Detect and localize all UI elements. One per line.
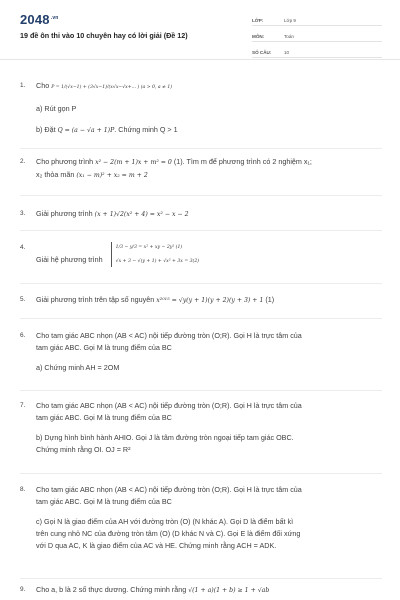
question-text: Giải phương trình trên tập số nguyên	[36, 295, 155, 304]
sub-question-text-after: . Chứng minh Q > 1	[114, 125, 178, 134]
logo-text: 2048	[20, 12, 50, 27]
question-text: Cho a, b là 2 số thực dương. Chứng minh rằng	[36, 585, 187, 594]
sub-question-text: a) Rút gọn P	[36, 104, 77, 113]
question-formula: (x₁ − m)² + x₂ = m + 2	[76, 172, 148, 179]
question-text: Cho	[36, 81, 50, 90]
sub-question	[36, 103, 382, 115]
meta-value: Toán	[284, 34, 294, 39]
question-8	[20, 484, 382, 552]
question-stem	[36, 80, 382, 94]
question-number: 7.	[20, 402, 26, 409]
question-line: Cho tam giác ABC nhọn (AB < AC) nội tiếp đường tròn (O;R). Gọi H là trực tâm của	[36, 401, 302, 410]
document-meta	[252, 14, 382, 62]
meta-row-class	[252, 14, 382, 26]
question-number: 3.	[20, 210, 26, 217]
question-1	[20, 80, 382, 137]
divider	[20, 318, 382, 319]
equation-system	[111, 242, 199, 267]
question-9	[20, 584, 382, 597]
sub-question-formula: Q = (a − √a + 1)P	[57, 127, 115, 134]
question-line: Cho tam giác ABC nhọn (AB < AC) nội tiếp đường tròn (O;R). Gọi H là trực tâm của	[36, 485, 302, 494]
question-text-after: (1)	[265, 295, 275, 304]
equation-2: √x + 3 − √(y + 1) + √x² + 3x = 3(2)	[115, 259, 200, 264]
question-line	[36, 156, 382, 169]
logo-domain: .vn	[50, 14, 59, 21]
divider	[20, 148, 382, 149]
divider	[20, 283, 382, 284]
sub-question: Chứng minh rằng OI. OJ = R²	[36, 445, 131, 454]
site-logo[interactable]	[20, 12, 59, 27]
divider	[20, 195, 382, 196]
meta-value: 10	[284, 50, 290, 55]
question-5	[20, 294, 382, 307]
question-line: tam giác ABC. Gọi M là trung điểm của BC	[36, 413, 172, 422]
divider	[20, 473, 382, 474]
divider	[20, 390, 382, 391]
sub-question	[36, 124, 382, 137]
meta-key: MÔN:	[252, 34, 265, 39]
document-title: 19 đề ôn thi vào 10 chuyên hay có lời giải (Đề 12)	[20, 31, 188, 40]
question-formula: x² − 2(m + 1)x + m² = 0	[95, 159, 172, 166]
question-4	[20, 242, 382, 267]
meta-value: Lớp 9	[284, 18, 296, 23]
question-line	[36, 584, 382, 597]
meta-key: SỐ CÂU:	[252, 50, 272, 55]
question-number: 4.	[20, 244, 26, 251]
question-formula: x²⁰¹⁵ = √y(y + 1)(y + 2)(y + 3) + 1	[156, 297, 264, 304]
divider	[20, 578, 382, 579]
sub-question: với D qua AC, K là giao điểm của AC và HE. Chứng minh rằng ACH = ADK.	[36, 541, 277, 550]
meta-row-count	[252, 46, 382, 58]
page-header	[0, 0, 400, 60]
question-formula: P = 1/(√x−1) + (3√x−1)/(x√x−√x+... ) (a > 0, a ≠ 1)	[51, 85, 173, 90]
question-formula: (x + 1)√2(x² + 4) = x² − x − 2	[94, 211, 189, 218]
question-line: tam giác ABC. Gọi M là trung điểm của BC	[36, 497, 172, 506]
question-line	[36, 169, 382, 182]
question-number: 9.	[20, 586, 26, 593]
divider	[20, 230, 382, 231]
question-number: 5.	[20, 296, 26, 303]
sub-question: b) Dựng hình bình hành AHIO. Gọi J là tâm đường tròn ngoại tiếp tam giác OBC.	[36, 433, 294, 442]
question-line	[36, 208, 382, 221]
question-2	[20, 156, 382, 182]
question-3	[20, 208, 382, 221]
meta-key: LỚP:	[252, 18, 264, 23]
question-line: Cho tam giác ABC nhọn (AB < AC) nội tiếp đường tròn (O;R). Gọi H là trực tâm của	[36, 331, 302, 340]
question-number: 1.	[20, 82, 26, 89]
question-number: 6.	[20, 332, 26, 339]
question-formula: √(1 + a)(1 + b) ≥ 1 + √ab	[188, 587, 270, 594]
question-6	[20, 330, 382, 374]
sub-question: trên cung nhỏ NC của đường tròn tâm (O) (D khác N và C). Gọi E là điểm đối xứng	[36, 529, 301, 538]
equation-1: 1/3 − y/3 = x² + xy − 2y² (1)	[115, 245, 183, 250]
sub-question: a) Chứng minh AH = 2OM	[36, 363, 120, 372]
question-text: Giải phương trình	[36, 209, 93, 218]
question-text-after: (1). Tìm m để phương trình có 2 nghiệm x₁;	[173, 157, 312, 166]
meta-row-subject	[252, 30, 382, 42]
question-line	[36, 294, 382, 307]
sub-question: c) Gọi N là giao điểm của AH với đường tròn (O) (N khác A). Gọi D là điểm bất kì	[36, 517, 294, 526]
question-number: 2.	[20, 158, 26, 165]
question-line: tam giác ABC. Gọi M là trung điểm của BC	[36, 343, 172, 352]
question-text: x₂ thỏa mãn	[36, 170, 75, 179]
question-text: Cho phương trình	[36, 157, 94, 166]
question-number: 8.	[20, 486, 26, 493]
question-7	[20, 400, 382, 456]
question-text: Giải hệ phương trình	[36, 254, 103, 264]
sub-question-text: b) Đặt	[36, 125, 56, 134]
